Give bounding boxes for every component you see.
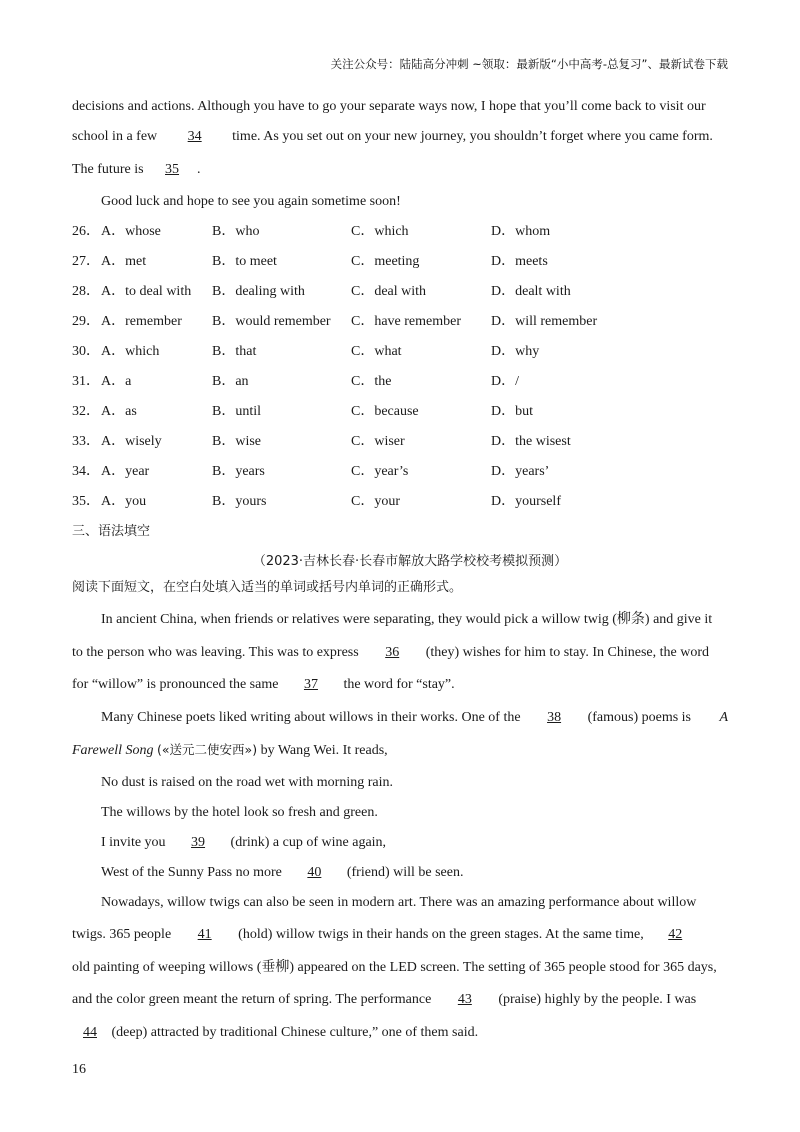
question-number: 30． [72,344,100,359]
option-d: D．years’ [491,464,550,479]
option-c: C．year’s [351,464,409,479]
passage-line: Nowadays, willow twigs can also be seen in modern art. There was an amazing performance about willow [101,894,697,910]
option-b: B．wise [212,434,261,449]
option-d: D．the wisest [491,434,571,449]
option-a: A．a [101,374,132,389]
passage-line [72,922,728,955]
option-b: B．that [212,344,257,359]
poem-line: The willows by the hotel look so fresh and green. [101,804,378,820]
blank-37: 37 [303,677,318,692]
text: (friend) will be seen. [346,864,464,880]
text: by Wang Wei. It reads, [260,743,388,758]
question-row [72,399,728,429]
question-row [72,369,728,399]
text: A [719,709,728,725]
poem-line [72,860,728,890]
text: school in a few [72,129,158,144]
option-b: B．until [212,404,262,419]
text: («送元二使安西») [157,742,258,757]
text: to the person who was leaving. This was to express [72,644,359,660]
passage-line [72,124,728,157]
text: (hold) willow twigs in their hands on the green stages. At the same time, [238,927,644,942]
option-a: A．as [101,404,137,419]
question-row [72,489,728,519]
passage-line: In ancient China, when friends or relatives were separating, they would pick a willow twig (柳条) and give it [101,612,713,627]
blank-35: 35 [165,161,180,177]
instruction: 阅读下面短文，在空白处填入适当的单词或括号内单词的正确形式。 [72,580,463,595]
question-row [72,219,728,249]
option-c: C．because [351,404,419,419]
option-d: D．whom [491,224,551,239]
text: Many Chinese poets liked writing about willows in their works. One of the [101,709,521,725]
option-b: B．would remember [212,314,331,329]
blank-39: 39 [191,834,206,850]
option-a: A．whose [101,224,161,239]
question-number: 32． [72,404,100,419]
question-number: 26． [72,224,100,239]
passage-line [72,157,728,190]
option-a: A．wisely [101,434,162,449]
option-c: C．deal with [351,284,427,299]
question-row [72,309,728,339]
passage-line [72,737,728,770]
option-c: C．meeting [351,254,420,269]
option-d: D．dealt with [491,284,571,299]
question-list [72,219,728,519]
option-c: C．what [351,344,402,359]
text: West of the Sunny Pass no more [101,864,282,880]
poem-line [72,830,728,860]
passage-line [72,672,728,705]
option-d: D．but [491,404,533,419]
blank-38: 38 [547,709,562,725]
text: (praise) highly by the people. I was [498,992,697,1007]
option-d: D．yourself [491,494,561,509]
option-b: B．an [212,374,249,389]
text: twigs. 365 people [72,927,172,942]
passage-line: old painting of weeping willows (垂柳) appeared on the LED screen. The setting of 365 people stood for 365 days, [72,959,717,975]
passage-line: decisions and actions. Although you have to go your separate ways now, I hope that you’ll come back to visit our [72,99,706,114]
blank-44: 44 [83,1024,97,1040]
option-d: D．will remember [491,314,598,329]
option-b: B．yours [212,494,267,509]
text: for “willow” is pronounced the same [72,677,279,692]
text: The future is [72,161,144,177]
option-a: A．to deal with [101,284,192,299]
question-number: 35． [72,494,100,509]
text: (drink) a cup of wine again, [230,834,387,850]
option-a: A．remember [101,314,182,329]
question-number: 29． [72,314,100,329]
question-row [72,429,728,459]
question-row [72,249,728,279]
text: time. As you set out on your new journey, you shouldn’t forget where you came form. [232,129,713,144]
blank-40: 40 [307,864,322,880]
section-title: 三、语法填空 [72,524,151,539]
option-d: D．meets [491,254,548,269]
option-d: D．/ [491,374,519,389]
text: (famous) poems is [587,709,691,725]
page-number: 16 [72,1062,86,1077]
option-c: C．have remember [351,314,462,329]
option-b: B．years [212,464,265,479]
blank-34: 34 [187,129,202,144]
passage-line: Good luck and hope to see you again sometime soon! [101,194,401,209]
option-c: C．wiser [351,434,405,449]
option-c: C．the [351,374,392,389]
poem-line: No dust is raised on the road wet with morning rain. [101,774,394,790]
passage-line [72,640,728,673]
page-header: 关注公众号：陆陆高分冲刺 ~领取：最新版“小中高考-总复习”、最新试卷下载 [330,57,728,71]
option-b: B．who [212,224,260,239]
passage-line [72,1020,728,1053]
question-number: 27． [72,254,100,269]
option-a: A．you [101,494,147,509]
blank-42: 42 [668,927,683,942]
question-number: 28． [72,284,100,299]
question-number: 33． [72,434,100,449]
question-source: （2023·吉林长春·长春市解放大路学校校考模拟预测） [252,554,568,569]
text: I invite you [101,834,166,850]
option-c: C．which [351,224,409,239]
text: (they) wishes for him to stay. In Chinese, the word [425,644,710,660]
passage-line [72,705,728,738]
blank-36: 36 [385,644,400,660]
text: . [197,161,201,177]
passage-line [72,987,728,1020]
question-row [72,459,728,489]
text: and the color green meant the return of spring. The performance [72,992,432,1007]
question-row [72,339,728,369]
page-content [72,94,728,1052]
blank-41: 41 [197,927,212,942]
question-row [72,279,728,309]
option-d: D．why [491,344,540,359]
poem-title: Farewell Song [72,743,154,758]
option-c: C．your [351,494,400,509]
option-a: A．met [101,254,147,269]
question-number: 34． [72,464,100,479]
text: (deep) attracted by traditional Chinese culture,” one of them said. [111,1024,479,1040]
blank-43: 43 [457,992,472,1007]
option-b: B．to meet [212,254,277,269]
option-b: B．dealing with [212,284,305,299]
option-a: A．year [101,464,150,479]
option-a: A．which [101,344,160,359]
question-number: 31． [72,374,100,389]
text: the word for “stay”. [343,677,455,692]
